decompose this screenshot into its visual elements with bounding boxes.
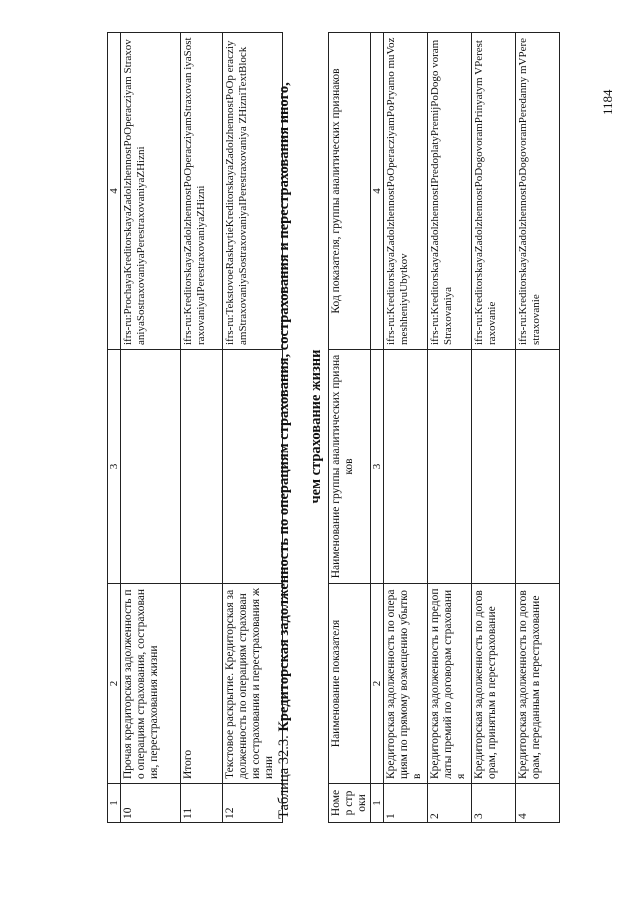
row-code: ifrs-ru:KreditorskayaZadolzhennostPoDogovoramPeredanny mVPerestraxovanie xyxy=(516,33,560,350)
row-name: Кредиторская задолженность по договорам, принятым в перестрахование xyxy=(472,584,516,784)
table-index-row xyxy=(108,33,121,823)
row-group xyxy=(181,350,223,584)
index-cell: 4 xyxy=(108,33,121,350)
header-code: Код показателя, группы аналитических признаков xyxy=(329,33,371,350)
table-caption xyxy=(268,34,332,819)
index-cell: 1 xyxy=(108,784,121,823)
table-row xyxy=(428,33,472,823)
row-name: Кредиторская задолженность по договорам, переданным в перестрахование xyxy=(516,584,560,784)
table-header-row xyxy=(329,33,371,823)
index-cell: 4 xyxy=(371,33,384,350)
row-code: ifrs-ru:KreditorskayaZadolzhennostIPredoplatyPremijPoDogo voramStraxovaniya xyxy=(428,33,472,350)
row-group xyxy=(384,350,428,584)
table-index-row xyxy=(371,33,384,823)
row-name: Прочая кредиторская задолженность по операциям страхования, сострахования, перестрахования жизни xyxy=(121,584,181,784)
header-row-number: Номер строки xyxy=(329,784,371,823)
row-number: 11 xyxy=(181,784,223,823)
row-code: ifrs-ru:TekstovoeRaskrytieKreditorskayaZadolzhennostPoOp eracziyamStraxovaniyaSostraxovaniyaIPerestraxovaniya ZHizniTextBlock xyxy=(223,33,283,350)
row-code: ifrs-ru:KreditorskayaZadolzhennostPoOperacziyamStraxovan iyaSostraxovaniyaIPerestraxovaniyaZHizni xyxy=(181,33,223,350)
row-group xyxy=(472,350,516,584)
row-number: 12 xyxy=(223,784,283,823)
index-cell: 1 xyxy=(371,784,384,823)
row-group xyxy=(121,350,181,584)
caption-prefix: Таблица 32.3. xyxy=(276,735,292,819)
index-cell: 2 xyxy=(108,584,121,784)
table-row xyxy=(472,33,516,823)
table-row xyxy=(516,33,560,823)
row-number: 3 xyxy=(472,784,516,823)
table-row xyxy=(121,33,181,823)
index-cell: 2 xyxy=(371,584,384,784)
row-name: Итого xyxy=(181,584,223,784)
row-group xyxy=(516,350,560,584)
row-name: Кредиторская задолженность и предоплаты премий по договорам страхования xyxy=(428,584,472,784)
row-number: 4 xyxy=(516,784,560,823)
row-code: ifrs-ru:KreditorskayaZadolzhennostPoOperacziyamPoPryamo muVozmeshheniyuUbytkov xyxy=(384,33,428,350)
caption-title: Кредиторская задолженность по операциям страхования, сострахования и перестрахования иного, xyxy=(276,82,292,732)
row-group xyxy=(428,350,472,584)
table-main xyxy=(328,32,560,823)
table-row xyxy=(384,33,428,823)
row-name: Кредиторская задолженность по операциям по прямому возмещению убытков xyxy=(384,584,428,784)
index-cell: 3 xyxy=(108,350,121,584)
row-code: ifrs-ru:KreditorskayaZadolzhennostPoDogovoramPrinyatym VPerestraxovanie xyxy=(472,33,516,350)
row-number: 2 xyxy=(428,784,472,823)
row-name: Текстовое раскрытие. Кредиторская задолженность по операциям страхования сострахования и перестрахования жизни xyxy=(223,584,283,784)
header-name: Наименование показателя xyxy=(329,584,371,784)
table-continuation xyxy=(107,32,283,823)
row-code: ifrs-ru:ProchayaKreditorskayaZadolzhennostPoOperacziyam StraxovaniyaSostraxovaniyaPerestraxovaniyaZHizni xyxy=(121,33,181,350)
header-group: Наименование группы аналитических признаков xyxy=(329,350,371,584)
row-number: 1 xyxy=(384,784,428,823)
table-row xyxy=(181,33,223,823)
caption-title-continued: чем страхование жизни xyxy=(308,349,324,504)
index-cell: 3 xyxy=(371,350,384,584)
row-number: 10 xyxy=(121,784,181,823)
page-number: 1184 xyxy=(600,89,615,115)
